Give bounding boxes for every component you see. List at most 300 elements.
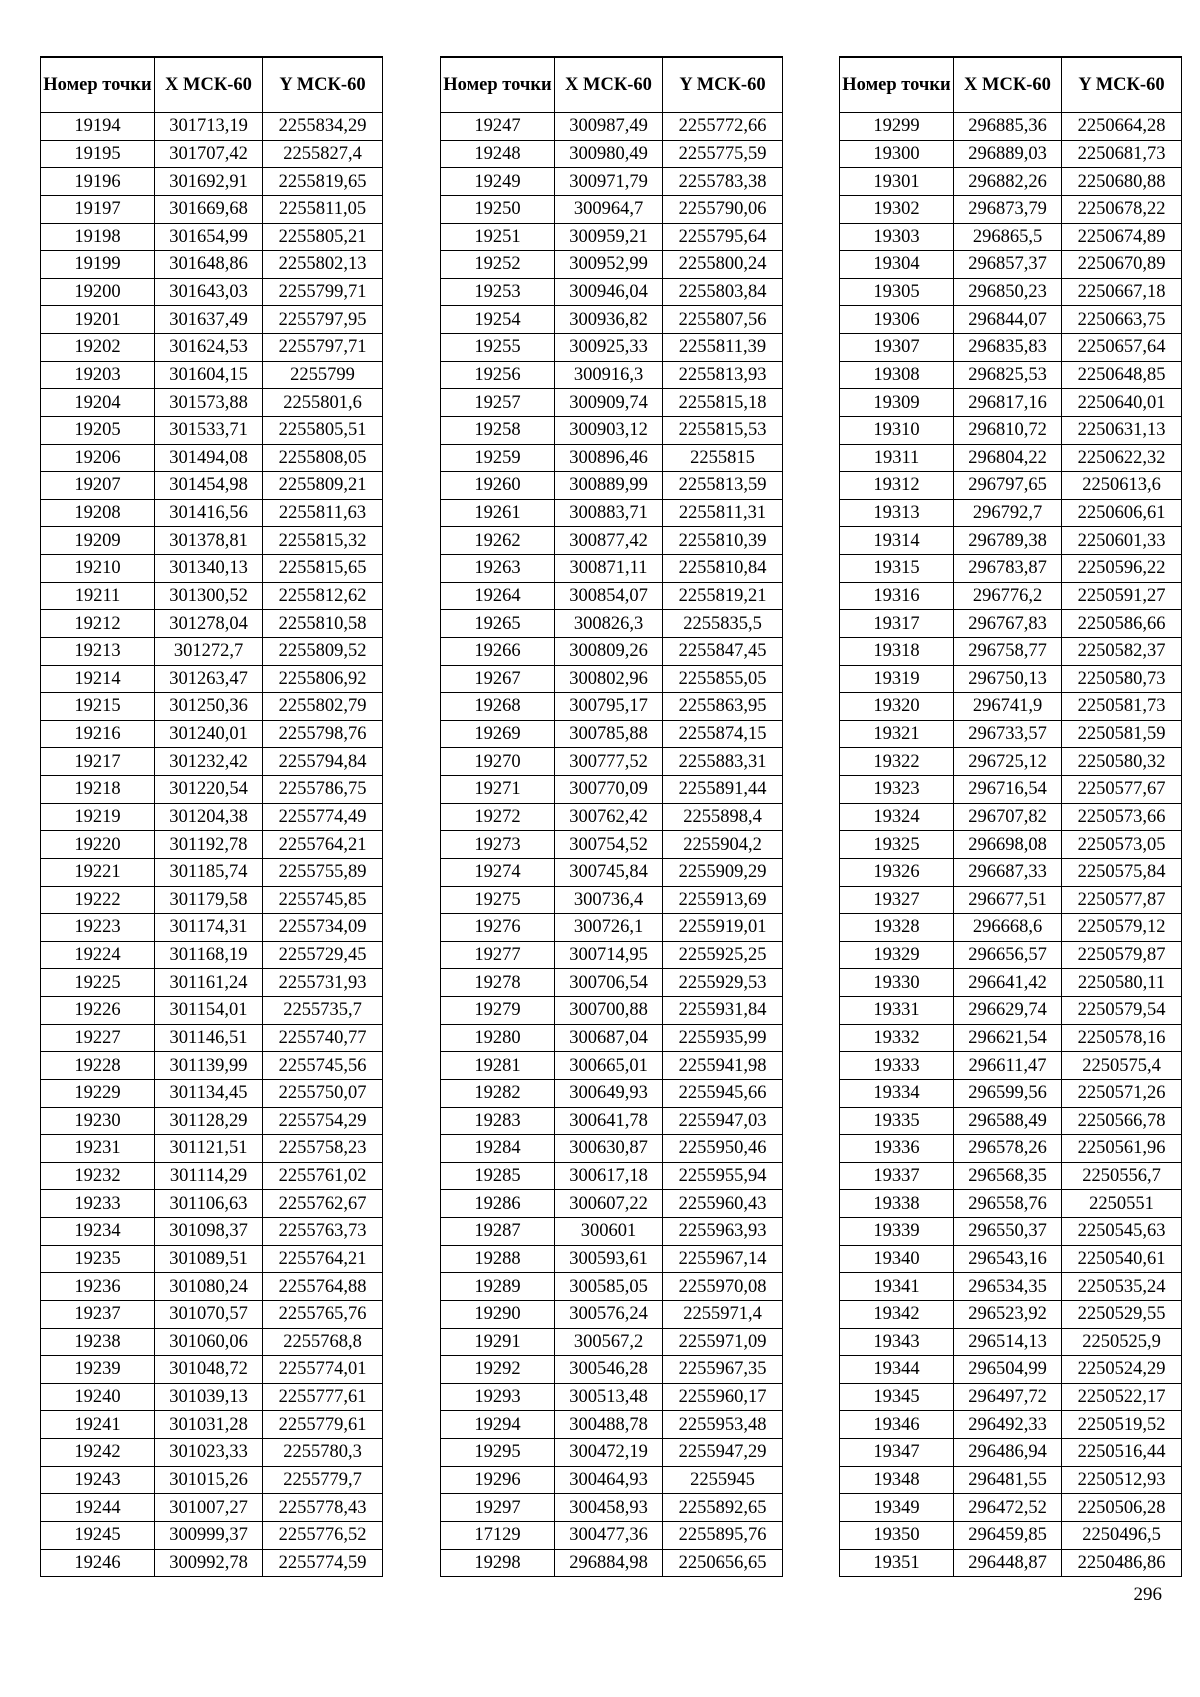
- x-coordinate-cell: 296481,55: [954, 1466, 1062, 1494]
- y-coordinate-cell: 2255762,67: [263, 1190, 383, 1218]
- table-row: [41, 334, 383, 362]
- x-coordinate-cell: 301204,38: [155, 803, 263, 831]
- y-coordinate-cell: 2250656,65: [663, 1549, 783, 1577]
- x-coordinate-cell: 301278,04: [155, 610, 263, 638]
- table-row: [41, 858, 383, 886]
- table-row: [441, 858, 783, 886]
- header-x-coordinate: X МСК-60: [555, 57, 663, 113]
- point-number-cell: 19195: [41, 140, 155, 168]
- y-coordinate-cell: 2255891,44: [663, 776, 783, 804]
- x-coordinate-cell: 300762,42: [555, 803, 663, 831]
- point-number-cell: 19291: [441, 1328, 555, 1356]
- y-coordinate-cell: 2255967,35: [663, 1356, 783, 1384]
- table-row: [840, 665, 1182, 693]
- y-coordinate-cell: 2255970,08: [663, 1273, 783, 1301]
- y-coordinate-cell: 2255812,62: [263, 582, 383, 610]
- point-number-cell: 19238: [41, 1328, 155, 1356]
- point-number-cell: 19332: [840, 1024, 954, 1052]
- point-number-cell: 19223: [41, 914, 155, 942]
- y-coordinate-cell: 2250640,01: [1062, 389, 1182, 417]
- y-coordinate-cell: 2255794,84: [263, 748, 383, 776]
- y-coordinate-cell: 2250581,59: [1062, 720, 1182, 748]
- table-row: [441, 969, 783, 997]
- y-coordinate-cell: 2255775,59: [663, 140, 783, 168]
- y-coordinate-cell: 2255813,93: [663, 361, 783, 389]
- y-coordinate-cell: 2250516,44: [1062, 1439, 1182, 1467]
- point-number-cell: 19205: [41, 416, 155, 444]
- point-number-cell: 19306: [840, 306, 954, 334]
- table-row: [840, 1356, 1182, 1384]
- table-row: [41, 1383, 383, 1411]
- point-number-cell: 19214: [41, 665, 155, 693]
- y-coordinate-cell: 2255774,49: [263, 803, 383, 831]
- y-coordinate-cell: 2250577,87: [1062, 886, 1182, 914]
- x-coordinate-cell: 301146,51: [155, 1024, 263, 1052]
- x-coordinate-cell: 296865,5: [954, 223, 1062, 251]
- x-coordinate-cell: 301533,71: [155, 416, 263, 444]
- point-number-cell: 19262: [441, 527, 555, 555]
- y-coordinate-cell: 2250678,22: [1062, 195, 1182, 223]
- y-coordinate-cell: 2250580,11: [1062, 969, 1182, 997]
- x-coordinate-cell: 300946,04: [555, 278, 663, 306]
- x-coordinate-cell: 301098,37: [155, 1218, 263, 1246]
- x-coordinate-cell: 300601: [555, 1218, 663, 1246]
- point-number-cell: 19337: [840, 1162, 954, 1190]
- point-number-cell: 19231: [41, 1135, 155, 1163]
- point-number-cell: 19297: [441, 1494, 555, 1522]
- x-coordinate-cell: 300472,19: [555, 1439, 663, 1467]
- y-coordinate-cell: 2250524,29: [1062, 1356, 1182, 1384]
- y-coordinate-cell: 2255729,45: [263, 941, 383, 969]
- y-coordinate-cell: 2255763,73: [263, 1218, 383, 1246]
- y-coordinate-cell: 2255780,3: [263, 1439, 383, 1467]
- table-row: [840, 444, 1182, 472]
- point-number-cell: 19204: [41, 389, 155, 417]
- table-row: [41, 941, 383, 969]
- x-coordinate-cell: 296578,26: [954, 1135, 1062, 1163]
- point-number-cell: 19218: [41, 776, 155, 804]
- point-number-cell: 19210: [41, 555, 155, 583]
- table-row: [41, 831, 383, 859]
- table-row: [441, 1245, 783, 1273]
- x-coordinate-cell: 301454,98: [155, 472, 263, 500]
- point-number-cell: 19225: [41, 969, 155, 997]
- point-number-cell: 19289: [441, 1273, 555, 1301]
- point-number-cell: 19280: [441, 1024, 555, 1052]
- table-row: [840, 527, 1182, 555]
- table-row: [441, 1273, 783, 1301]
- point-number-cell: 19239: [41, 1356, 155, 1384]
- y-coordinate-cell: 2255941,98: [663, 1052, 783, 1080]
- point-number-cell: 19215: [41, 693, 155, 721]
- y-coordinate-cell: 2255764,21: [263, 831, 383, 859]
- y-coordinate-cell: 2250506,28: [1062, 1494, 1182, 1522]
- point-number-cell: 19279: [441, 997, 555, 1025]
- y-coordinate-cell: 2250571,26: [1062, 1079, 1182, 1107]
- y-coordinate-cell: 2255758,23: [263, 1135, 383, 1163]
- y-coordinate-cell: 2250486,86: [1062, 1549, 1182, 1577]
- x-coordinate-cell: 296492,33: [954, 1411, 1062, 1439]
- table-row: [41, 278, 383, 306]
- y-coordinate-cell: 2250601,33: [1062, 527, 1182, 555]
- point-number-cell: 19222: [41, 886, 155, 914]
- point-number-cell: 19301: [840, 168, 954, 196]
- y-coordinate-cell: 2255778,43: [263, 1494, 383, 1522]
- x-coordinate-cell: 301031,28: [155, 1411, 263, 1439]
- x-coordinate-cell: 300987,49: [555, 113, 663, 141]
- x-coordinate-cell: 301121,51: [155, 1135, 263, 1163]
- table-row: [41, 223, 383, 251]
- x-coordinate-cell: 301185,74: [155, 858, 263, 886]
- table-row: [41, 803, 383, 831]
- y-coordinate-cell: 2255745,85: [263, 886, 383, 914]
- table-row: [441, 555, 783, 583]
- point-number-cell: 19339: [840, 1218, 954, 1246]
- point-number-cell: 19212: [41, 610, 155, 638]
- y-coordinate-cell: 2255815,32: [263, 527, 383, 555]
- table-row: [840, 113, 1182, 141]
- y-coordinate-cell: 2255815,53: [663, 416, 783, 444]
- y-coordinate-cell: 2250575,4: [1062, 1052, 1182, 1080]
- y-coordinate-cell: 2255806,92: [263, 665, 383, 693]
- x-coordinate-cell: 301240,01: [155, 720, 263, 748]
- table-row: [441, 748, 783, 776]
- y-coordinate-cell: 2250680,88: [1062, 168, 1182, 196]
- point-number-cell: 19265: [441, 610, 555, 638]
- y-coordinate-cell: 2255783,38: [663, 168, 783, 196]
- x-coordinate-cell: 300959,21: [555, 223, 663, 251]
- table-row: [840, 610, 1182, 638]
- table-row: [441, 720, 783, 748]
- table-row: [441, 610, 783, 638]
- point-number-cell: 19220: [41, 831, 155, 859]
- point-number-cell: 19276: [441, 914, 555, 942]
- y-coordinate-cell: 2255779,61: [263, 1411, 383, 1439]
- y-coordinate-cell: 2255795,64: [663, 223, 783, 251]
- x-coordinate-cell: 300795,17: [555, 693, 663, 721]
- table-row: [840, 195, 1182, 223]
- x-coordinate-cell: 296486,94: [954, 1439, 1062, 1467]
- table-row: [441, 1024, 783, 1052]
- point-number-cell: 19344: [840, 1356, 954, 1384]
- x-coordinate-cell: 296611,47: [954, 1052, 1062, 1080]
- table-row: [41, 389, 383, 417]
- x-coordinate-cell: 296514,13: [954, 1328, 1062, 1356]
- x-coordinate-cell: 296817,16: [954, 389, 1062, 417]
- point-number-cell: 19307: [840, 334, 954, 362]
- point-number-cell: 19242: [41, 1439, 155, 1467]
- x-coordinate-cell: 296687,33: [954, 858, 1062, 886]
- x-coordinate-cell: 300649,93: [555, 1079, 663, 1107]
- table-row: [840, 886, 1182, 914]
- y-coordinate-cell: 2250631,13: [1062, 416, 1182, 444]
- x-coordinate-cell: 301220,54: [155, 776, 263, 804]
- x-coordinate-cell: 300607,22: [555, 1190, 663, 1218]
- table-row: [840, 748, 1182, 776]
- x-coordinate-cell: 296707,82: [954, 803, 1062, 831]
- x-coordinate-cell: 296750,13: [954, 665, 1062, 693]
- x-coordinate-cell: 296641,42: [954, 969, 1062, 997]
- y-coordinate-cell: 2255765,76: [263, 1300, 383, 1328]
- y-coordinate-cell: 2255802,79: [263, 693, 383, 721]
- table-row: [840, 1079, 1182, 1107]
- x-coordinate-cell: 296741,9: [954, 693, 1062, 721]
- y-coordinate-cell: 2255945: [663, 1466, 783, 1494]
- x-coordinate-cell: 300687,04: [555, 1024, 663, 1052]
- point-number-cell: 19349: [840, 1494, 954, 1522]
- table-row: [840, 416, 1182, 444]
- table-row: [41, 776, 383, 804]
- header-point-number: Номер точки: [840, 57, 954, 113]
- table-row: [840, 389, 1182, 417]
- table-row: [441, 914, 783, 942]
- point-number-cell: 19233: [41, 1190, 155, 1218]
- x-coordinate-cell: 296543,16: [954, 1245, 1062, 1273]
- point-number-cell: 19196: [41, 168, 155, 196]
- x-coordinate-cell: 300992,78: [155, 1549, 263, 1577]
- y-coordinate-cell: 2255925,25: [663, 941, 783, 969]
- point-number-cell: 19194: [41, 113, 155, 141]
- table-header: [840, 57, 1182, 113]
- point-number-cell: 19325: [840, 831, 954, 859]
- table-row: [441, 306, 783, 334]
- y-coordinate-cell: 2250622,32: [1062, 444, 1182, 472]
- point-number-cell: 19256: [441, 361, 555, 389]
- table-row: [41, 1439, 383, 1467]
- y-coordinate-cell: 2250512,93: [1062, 1466, 1182, 1494]
- table-row: [441, 223, 783, 251]
- x-coordinate-cell: 300999,37: [155, 1521, 263, 1549]
- point-number-cell: 19304: [840, 251, 954, 279]
- point-number-cell: 19219: [41, 803, 155, 831]
- point-number-cell: 19296: [441, 1466, 555, 1494]
- y-coordinate-cell: 2255819,21: [663, 582, 783, 610]
- table-row: [441, 1135, 783, 1163]
- table-row: [41, 472, 383, 500]
- y-coordinate-cell: 2250579,54: [1062, 997, 1182, 1025]
- table-row: [840, 1411, 1182, 1439]
- table-row: [41, 610, 383, 638]
- point-number-cell: 19310: [840, 416, 954, 444]
- y-coordinate-cell: 2255960,17: [663, 1383, 783, 1411]
- y-coordinate-cell: 2250522,17: [1062, 1383, 1182, 1411]
- y-coordinate-cell: 2255772,66: [663, 113, 783, 141]
- point-number-cell: 19331: [840, 997, 954, 1025]
- point-number-cell: 19261: [441, 499, 555, 527]
- x-coordinate-cell: 301232,42: [155, 748, 263, 776]
- table-row: [441, 334, 783, 362]
- y-coordinate-cell: 2255799: [263, 361, 383, 389]
- y-coordinate-cell: 2250519,52: [1062, 1411, 1182, 1439]
- x-coordinate-cell: 301134,45: [155, 1079, 263, 1107]
- y-coordinate-cell: 2255803,84: [663, 278, 783, 306]
- table-row: [441, 361, 783, 389]
- table-row: [441, 693, 783, 721]
- x-coordinate-cell: 296629,74: [954, 997, 1062, 1025]
- y-coordinate-cell: 2255883,31: [663, 748, 783, 776]
- x-coordinate-cell: 300630,87: [555, 1135, 663, 1163]
- point-number-cell: 19327: [840, 886, 954, 914]
- y-coordinate-cell: 2255797,95: [263, 306, 383, 334]
- point-number-cell: 19330: [840, 969, 954, 997]
- table-row: [441, 195, 783, 223]
- table-row: [41, 416, 383, 444]
- table-row: [41, 914, 383, 942]
- x-coordinate-cell: 300809,26: [555, 637, 663, 665]
- x-coordinate-cell: 301707,42: [155, 140, 263, 168]
- y-coordinate-cell: 2255764,88: [263, 1273, 383, 1301]
- point-number-cell: 19333: [840, 1052, 954, 1080]
- y-coordinate-cell: 2255811,39: [663, 334, 783, 362]
- table-row: [41, 1107, 383, 1135]
- point-number-cell: 19295: [441, 1439, 555, 1467]
- x-coordinate-cell: 301573,88: [155, 389, 263, 417]
- y-coordinate-cell: 2250596,22: [1062, 555, 1182, 583]
- y-coordinate-cell: 2250581,73: [1062, 693, 1182, 721]
- point-number-cell: 19334: [840, 1079, 954, 1107]
- table-row: [840, 637, 1182, 665]
- table-row: [441, 1383, 783, 1411]
- x-coordinate-cell: 296850,23: [954, 278, 1062, 306]
- y-coordinate-cell: 2250561,96: [1062, 1135, 1182, 1163]
- x-coordinate-cell: 300736,4: [555, 886, 663, 914]
- table-row: [840, 720, 1182, 748]
- y-coordinate-cell: 2250535,24: [1062, 1273, 1182, 1301]
- point-number-cell: 19264: [441, 582, 555, 610]
- point-number-cell: 19328: [840, 914, 954, 942]
- x-coordinate-cell: 296797,65: [954, 472, 1062, 500]
- x-coordinate-cell: 300936,82: [555, 306, 663, 334]
- y-coordinate-cell: 2255813,59: [663, 472, 783, 500]
- y-coordinate-cell: 2255895,76: [663, 1521, 783, 1549]
- header-point-number: Номер точки: [41, 57, 155, 113]
- x-coordinate-cell: 296497,72: [954, 1383, 1062, 1411]
- y-coordinate-cell: 2250525,9: [1062, 1328, 1182, 1356]
- y-coordinate-cell: 2255819,65: [263, 168, 383, 196]
- point-number-cell: 19240: [41, 1383, 155, 1411]
- point-number-cell: 19255: [441, 334, 555, 362]
- table-row: [840, 582, 1182, 610]
- table-row: [41, 997, 383, 1025]
- y-coordinate-cell: 2255947,03: [663, 1107, 783, 1135]
- table-row: [441, 1549, 783, 1577]
- x-coordinate-cell: 300641,78: [555, 1107, 663, 1135]
- y-coordinate-cell: 2250540,61: [1062, 1245, 1182, 1273]
- table-row: [41, 969, 383, 997]
- x-coordinate-cell: 301161,24: [155, 969, 263, 997]
- y-coordinate-cell: 2250582,37: [1062, 637, 1182, 665]
- point-number-cell: 19203: [41, 361, 155, 389]
- header-y-coordinate: Y МСК-60: [263, 57, 383, 113]
- y-coordinate-cell: 2255815,65: [263, 555, 383, 583]
- point-number-cell: 19201: [41, 306, 155, 334]
- table-body: [441, 113, 783, 1577]
- y-coordinate-cell: 2255797,71: [263, 334, 383, 362]
- x-coordinate-cell: 296725,12: [954, 748, 1062, 776]
- x-coordinate-cell: 301416,56: [155, 499, 263, 527]
- table-row: [441, 1356, 783, 1384]
- point-number-cell: 19237: [41, 1300, 155, 1328]
- point-number-cell: 19308: [840, 361, 954, 389]
- table-row: [41, 1300, 383, 1328]
- table-row: [41, 693, 383, 721]
- y-coordinate-cell: 2255967,14: [663, 1245, 783, 1273]
- x-coordinate-cell: 300826,3: [555, 610, 663, 638]
- table-header: [41, 57, 383, 113]
- point-number-cell: 19250: [441, 195, 555, 223]
- y-coordinate-cell: 2255764,21: [263, 1245, 383, 1273]
- x-coordinate-cell: 301080,24: [155, 1273, 263, 1301]
- x-coordinate-cell: 300458,93: [555, 1494, 663, 1522]
- y-coordinate-cell: 2255815: [663, 444, 783, 472]
- y-coordinate-cell: 2250579,87: [1062, 941, 1182, 969]
- table-row: [441, 997, 783, 1025]
- table-row: [441, 1328, 783, 1356]
- x-coordinate-cell: 300665,01: [555, 1052, 663, 1080]
- table-row: [41, 1521, 383, 1549]
- point-number-cell: 19258: [441, 416, 555, 444]
- table-row: [840, 1439, 1182, 1467]
- x-coordinate-cell: 296698,08: [954, 831, 1062, 859]
- coordinate-table-3: [839, 56, 1182, 1577]
- x-coordinate-cell: 301015,26: [155, 1466, 263, 1494]
- table-row: [441, 113, 783, 141]
- y-coordinate-cell: 2255779,7: [263, 1466, 383, 1494]
- table-row: [441, 665, 783, 693]
- x-coordinate-cell: 296534,35: [954, 1273, 1062, 1301]
- x-coordinate-cell: 296776,2: [954, 582, 1062, 610]
- point-number-cell: 19299: [840, 113, 954, 141]
- y-coordinate-cell: 2255904,2: [663, 831, 783, 859]
- y-coordinate-cell: 2255811,63: [263, 499, 383, 527]
- x-coordinate-cell: 300477,36: [555, 1521, 663, 1549]
- x-coordinate-cell: 300567,2: [555, 1328, 663, 1356]
- table-row: [41, 1135, 383, 1163]
- table-row: [840, 1521, 1182, 1549]
- point-number-cell: 19200: [41, 278, 155, 306]
- table-row: [840, 251, 1182, 279]
- x-coordinate-cell: 301654,99: [155, 223, 263, 251]
- point-number-cell: 19241: [41, 1411, 155, 1439]
- x-coordinate-cell: 301637,49: [155, 306, 263, 334]
- y-coordinate-cell: 2255734,09: [263, 914, 383, 942]
- table-row: [41, 748, 383, 776]
- table-row: [840, 1494, 1182, 1522]
- table-row: [41, 1245, 383, 1273]
- point-number-cell: 19329: [840, 941, 954, 969]
- x-coordinate-cell: 296656,57: [954, 941, 1062, 969]
- point-number-cell: 19293: [441, 1383, 555, 1411]
- table-row: [41, 665, 383, 693]
- header-x-coordinate: X МСК-60: [954, 57, 1062, 113]
- table-row: [840, 168, 1182, 196]
- x-coordinate-cell: 296588,49: [954, 1107, 1062, 1135]
- table-row: [441, 637, 783, 665]
- x-coordinate-cell: 300546,28: [555, 1356, 663, 1384]
- table-row: [840, 334, 1182, 362]
- point-number-cell: 19350: [840, 1521, 954, 1549]
- table-row: [41, 361, 383, 389]
- point-number-cell: 19338: [840, 1190, 954, 1218]
- x-coordinate-cell: 301154,01: [155, 997, 263, 1025]
- table-row: [840, 306, 1182, 334]
- x-coordinate-cell: 301494,08: [155, 444, 263, 472]
- point-number-cell: 19247: [441, 113, 555, 141]
- table-row: [840, 1466, 1182, 1494]
- y-coordinate-cell: 2255947,29: [663, 1439, 783, 1467]
- table-row: [441, 1107, 783, 1135]
- table-row: [840, 472, 1182, 500]
